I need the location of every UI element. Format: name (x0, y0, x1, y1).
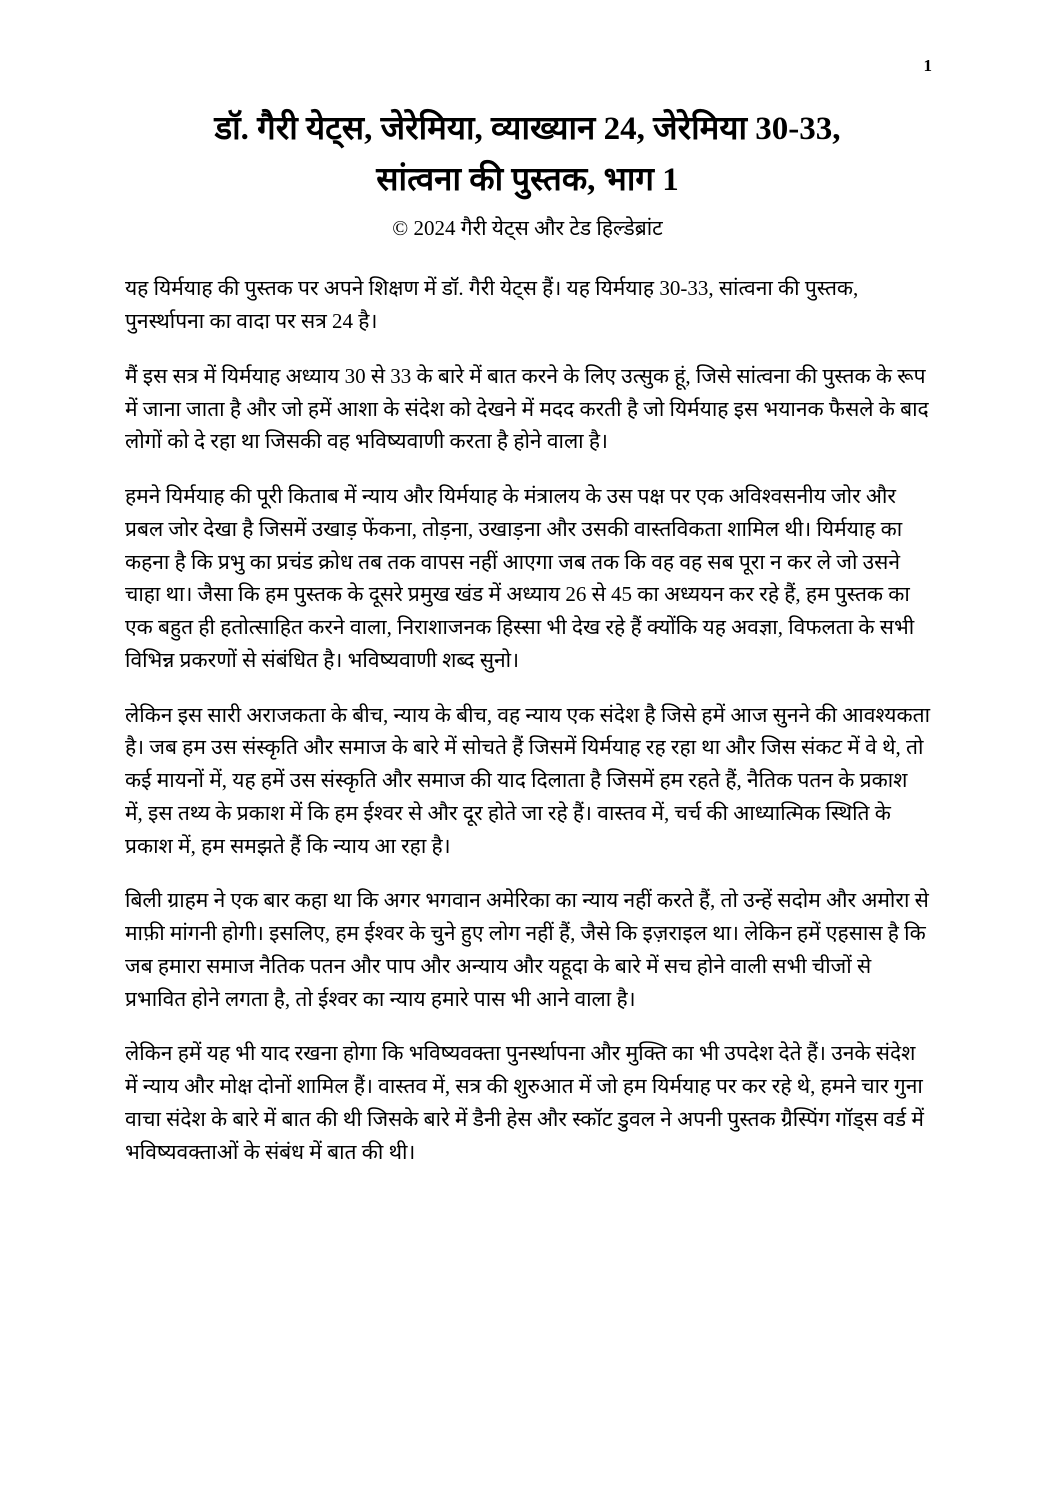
document-body (125, 272, 930, 1168)
paragraph-1: यह यिर्मयाह की पुस्तक पर अपने शिक्षण में डॉ. गैरी येट्स हैं। यह यिर्मयाह 30-33, सांत्वना की पुस्तक, पुनर्स्थापना का वादा पर सत्र 24 है। (125, 276, 859, 334)
copyright-line: © 2024 गैरी येट्स और टेड हिल्डेब्रांट (392, 216, 663, 241)
paragraph-3: हमने यिर्मयाह की पूरी किताब में न्याय और यिर्मयाह के मंत्रालय के उस पक्ष पर एक अविश्वसनीय जोर और प्रबल जोर देखा है जिसमें उखाड़ फेंकना, तोड़ना, उखाड़ना और उसकी वास्तविकता शामिल थी। यिर्मयाह का कहना है कि प्रभु का प्रचंड क्रोध तब तक वापस नहीं आएगा जब तक कि वह वह सब पूरा न कर ले जो उसने चाहा था। जैसा कि हम पुस्तक के दूसरे प्रमुख खंड में अध्याय 26 से 45 का अध्ययन कर रहे हैं, हम पुस्तक का एक बहुत ही हतोत्साहित करने वाला, निराशाजनक हिस्सा भी देख रहे हैं क्योंकि यह अवज्ञा, विफलता के सभी विभिन्न प्रकरणों से संबंधित है। भविष्यवाणी शब्द सुनो। (125, 484, 915, 672)
paragraph-4: लेकिन इस सारी अराजकता के बीच, न्याय के बीच, वह न्याय एक संदेश है जिसे हमें आज सुनने की आवश्यकता है। जब हम उस संस्कृति और समाज के बारे में सोचते हैं जिसमें यिर्मयाह रह रहा था और जिस संकट में वे थे, तो कई मायनों में, यह हमें उस संस्कृति और समाज की याद दिलाता है जिसमें हम रहते हैं, नैतिक पतन के प्रकाश में, इस तथ्य के प्रकाश में कि हम ईश्वर से और दूर होते जा रहे हैं। वास्तव में, चर्च की आध्यात्मिक स्थिति के प्रकाश में, हम समझते हैं कि न्याय आ रहा है। (125, 702, 931, 858)
paragraph-2: मैं इस सत्र में यिर्मयाह अध्याय 30 से 33 के बारे में बात करने के लिए उत्सुक हूं, जिसे सांत्वना की पुस्तक के रूप में जाना जाता है और जो हमें आशा के संदेश को देखने में मदद करती है जो यिर्मयाह इस भयानक फैसले के बाद लोगों को दे रहा था जिसकी वह भविष्यवाणी करता है होने वाला है। (125, 363, 929, 454)
document-title (125, 104, 930, 206)
paragraph-5: बिली ग्राहम ने एक बार कहा था कि अगर भगवान अमेरिका का न्याय नहीं करते हैं, तो उन्हें सदोम और अमोरा से माफ़ी मांगनी होगी। इसलिए, हम ईश्वर के चुने हुए लोग नहीं हैं, जैसे कि इज़राइल था। लेकिन हमें एहसास है कि जब हमारा समाज नैतिक पतन और पाप और अन्याय और यहूदा के बारे में सच होने वाली सभी चीजों से प्रभावित होने लगता है, तो ईश्वर का न्याय हमारे पास भी आने वाला है। (125, 888, 929, 1011)
paragraph-6: लेकिन हमें यह भी याद रखना होगा कि भविष्यवक्ता पुनर्स्थापना और मुक्ति का भी उपदेश देते हैं। उनके संदेश में न्याय और मोक्ष दोनों शामिल हैं। वास्तव में, सत्र की शुरुआत में जो हम यिर्मयाह पर कर रहे थे, हमने चार गुना वाचा संदेश के बारे में बात की थी जिसके बारे में डैनी हेस और स्कॉट डुवल ने अपनी पुस्तक ग्रैस्पिंग गॉड्स वर्ड में भविष्यवक्ताओं के संबंध में बात की थी। (125, 1041, 924, 1164)
title-line-1: डॉ. गैरी येट्स, जेरेमिया, व्याख्यान 24, जेरेमिया 30-33, (214, 111, 841, 147)
page-number: 1 (923, 56, 932, 75)
title-line-2: सांत्वना की पुस्तक, भाग 1 (376, 162, 679, 199)
